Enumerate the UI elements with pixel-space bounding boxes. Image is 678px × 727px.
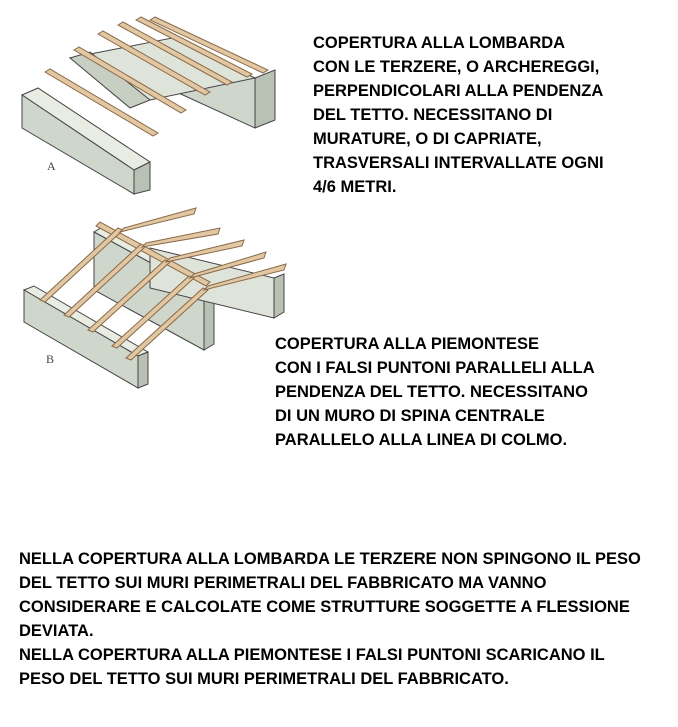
wall-b-back-end [274,274,284,318]
note-line: NELLA COPERTURA ALLA LOMBARDA LE TERZERE NON SPINGONO IL PESO [19,550,641,568]
rafter-b-back-1 [120,208,196,232]
wall-b-front-end [138,352,148,388]
lombarda-line: 4/6 METRI. [313,178,397,196]
lombarda-line: COPERTURA ALLA LOMBARDA [313,34,566,52]
rafter-b-back-3 [166,240,244,262]
lombarda-line: CON LE TERZERE, O ARCHEREGGI, [313,58,600,76]
lombarda-line: PERPENDICOLARI ALLA PENDENZA [313,82,604,100]
note-line: DEVIATA. [19,622,94,640]
lombarda-description [313,31,604,199]
figure-a-label: A [47,159,56,173]
piemontese-line: COPERTURA ALLA PIEMONTESE [275,335,540,353]
piemontese-line: PARALLELO ALLA LINEA DI COLMO. [275,431,568,449]
lombarda-line: TRASVERSALI INTERVALLATE OGNI [313,154,604,172]
note-line: DEL TETTO SUI MURI PERIMETRALI DEL FABBRICATO MA VANNO [19,574,547,592]
note-line: CONSIDERARE E CALCOLATE COME STRUTTURE SOGGETTE A FLESSIONE [19,598,630,616]
lombarda-line: MURATURE, O DI CAPRIATE, [313,130,542,148]
note-line: PESO DEL TETTO SUI MURI PERIMETRALI DEL FABBRICATO. [19,670,509,688]
figure-b-label: B [46,352,55,366]
piemontese-description [275,332,595,452]
piemontese-line: PENDENZA DEL TETTO. NECESSITANO [275,383,588,401]
piemontese-line: DI UN MURO DI SPINA CENTRALE [275,407,545,425]
lombarda-line: DEL TETTO. NECESSITANO DI [313,106,553,124]
note-line: NELLA COPERTURA ALLA PIEMONTESE I FALSI PUNTONI SCARICANO IL [19,646,605,664]
piemontese-line: CON I FALSI PUNTONI PARALLELI ALLA [275,359,595,377]
comparison-note [19,547,641,691]
rafter-b-back-2 [142,228,220,247]
